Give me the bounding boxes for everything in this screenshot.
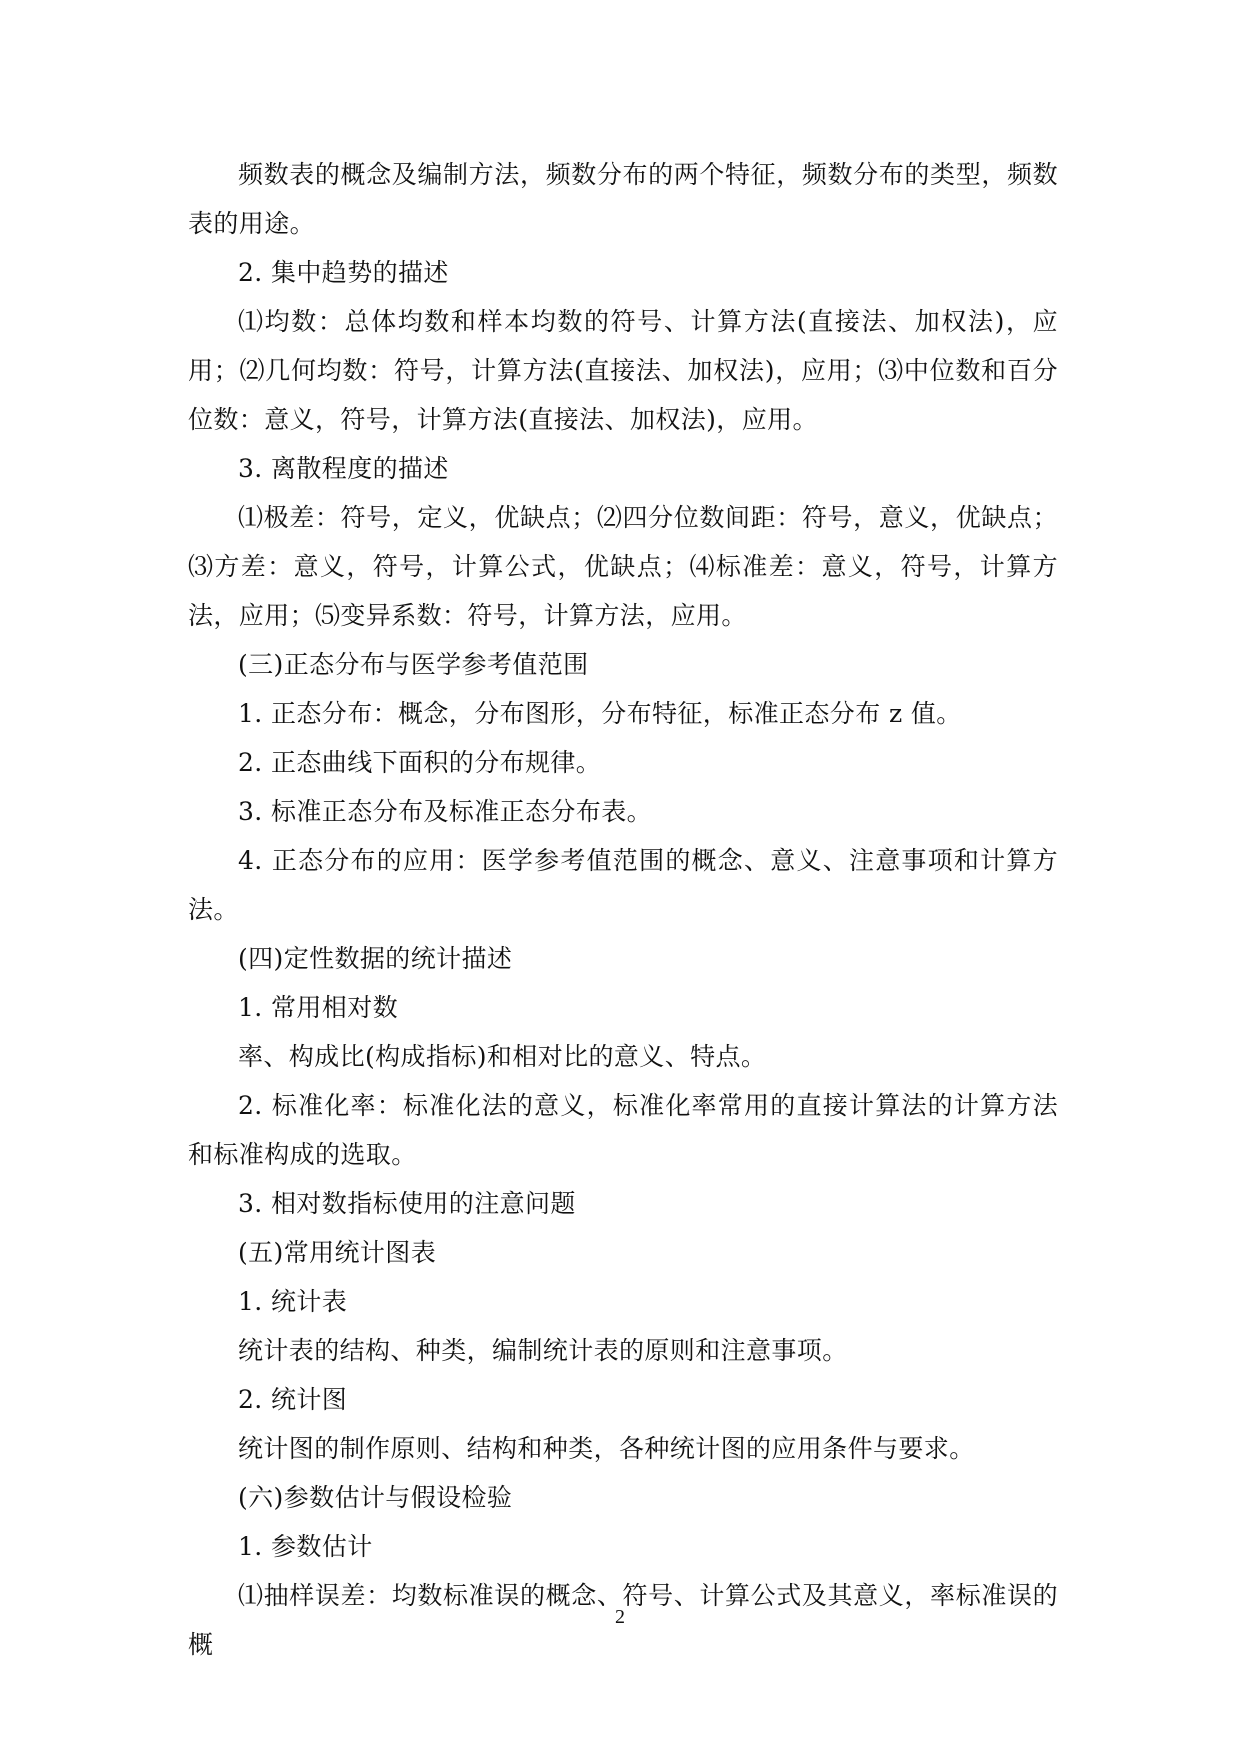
paragraph-normal-application: 4. 正态分布的应用：医学参考值范围的概念、意义、注意事项和计算方法。 (188, 846, 1058, 924)
heading-statistical-graph: 2. 统计图 (238, 1385, 348, 1414)
paragraph-statistical-table: 统计表的结构、种类，编制统计表的原则和注意事项。 (238, 1336, 848, 1365)
paragraph-normal-curve-area: 2. 正态曲线下面积的分布规律。 (238, 748, 602, 777)
paragraph-rates-ratios: 率、构成比(构成指标)和相对比的意义、特点。 (238, 1042, 767, 1071)
body-text (188, 150, 1058, 1669)
heading-dispersion: 3. 离散程度的描述 (238, 454, 449, 483)
heading-parameter-estimation: 1. 参数估计 (238, 1532, 373, 1561)
paragraph-dispersion-measures: ⑴极差：符号，定义，优缺点；⑵四分位数间距：符号，意义，优缺点；⑶方差：意义，符号，计算公式，优缺点；⑷标准差：意义，符号，计算方法，应用；⑸变异系数：符号，计算方法，应用。 (188, 503, 1058, 630)
heading-statistical-table: 1. 统计表 (238, 1287, 348, 1316)
section-heading-estimation-testing: (六)参数估计与假设检验 (238, 1483, 513, 1512)
paragraph-statistical-graph: 统计图的制作原则、结构和种类，各种统计图的应用条件与要求。 (238, 1434, 975, 1463)
heading-relative-number-issues: 3. 相对数指标使用的注意问题 (238, 1189, 576, 1218)
section-heading-qualitative-data: (四)定性数据的统计描述 (238, 944, 513, 973)
heading-relative-numbers: 1. 常用相对数 (238, 993, 398, 1022)
paragraph-frequency-table: 频数表的概念及编制方法，频数分布的两个特征，频数分布的类型，频数表的用途。 (188, 160, 1058, 238)
heading-central-tendency: 2. 集中趋势的描述 (238, 258, 449, 287)
page-number: 2 (615, 1606, 625, 1628)
paragraph-standardized-rate: 2. 标准化率：标准化法的意义，标准化率常用的直接计算法的计算方法和标准构成的选取。 (188, 1091, 1058, 1169)
section-heading-normal-distribution: (三)正态分布与医学参考值范围 (238, 650, 589, 679)
paragraph-sampling-error: ⑴抽样误差：均数标准误的概念、符号、计算公式及其意义，率标准误的概 (188, 1581, 1058, 1659)
paragraph-mean-measures: ⑴均数：总体均数和样本均数的符号、计算方法(直接法、加权法)，应用；⑵几何均数：符号，计算方法(直接法、加权法)，应用；⑶中位数和百分位数：意义，符号，计算方法(直接法、加权法)，应用。 (188, 307, 1058, 434)
paragraph-standard-normal-table: 3. 标准正态分布及标准正态分布表。 (238, 797, 653, 826)
paragraph-normal-distribution: 1. 正态分布：概念，分布图形，分布特征，标准正态分布 z 值。 (238, 699, 962, 728)
section-heading-statistical-charts: (五)常用统计图表 (238, 1238, 437, 1267)
